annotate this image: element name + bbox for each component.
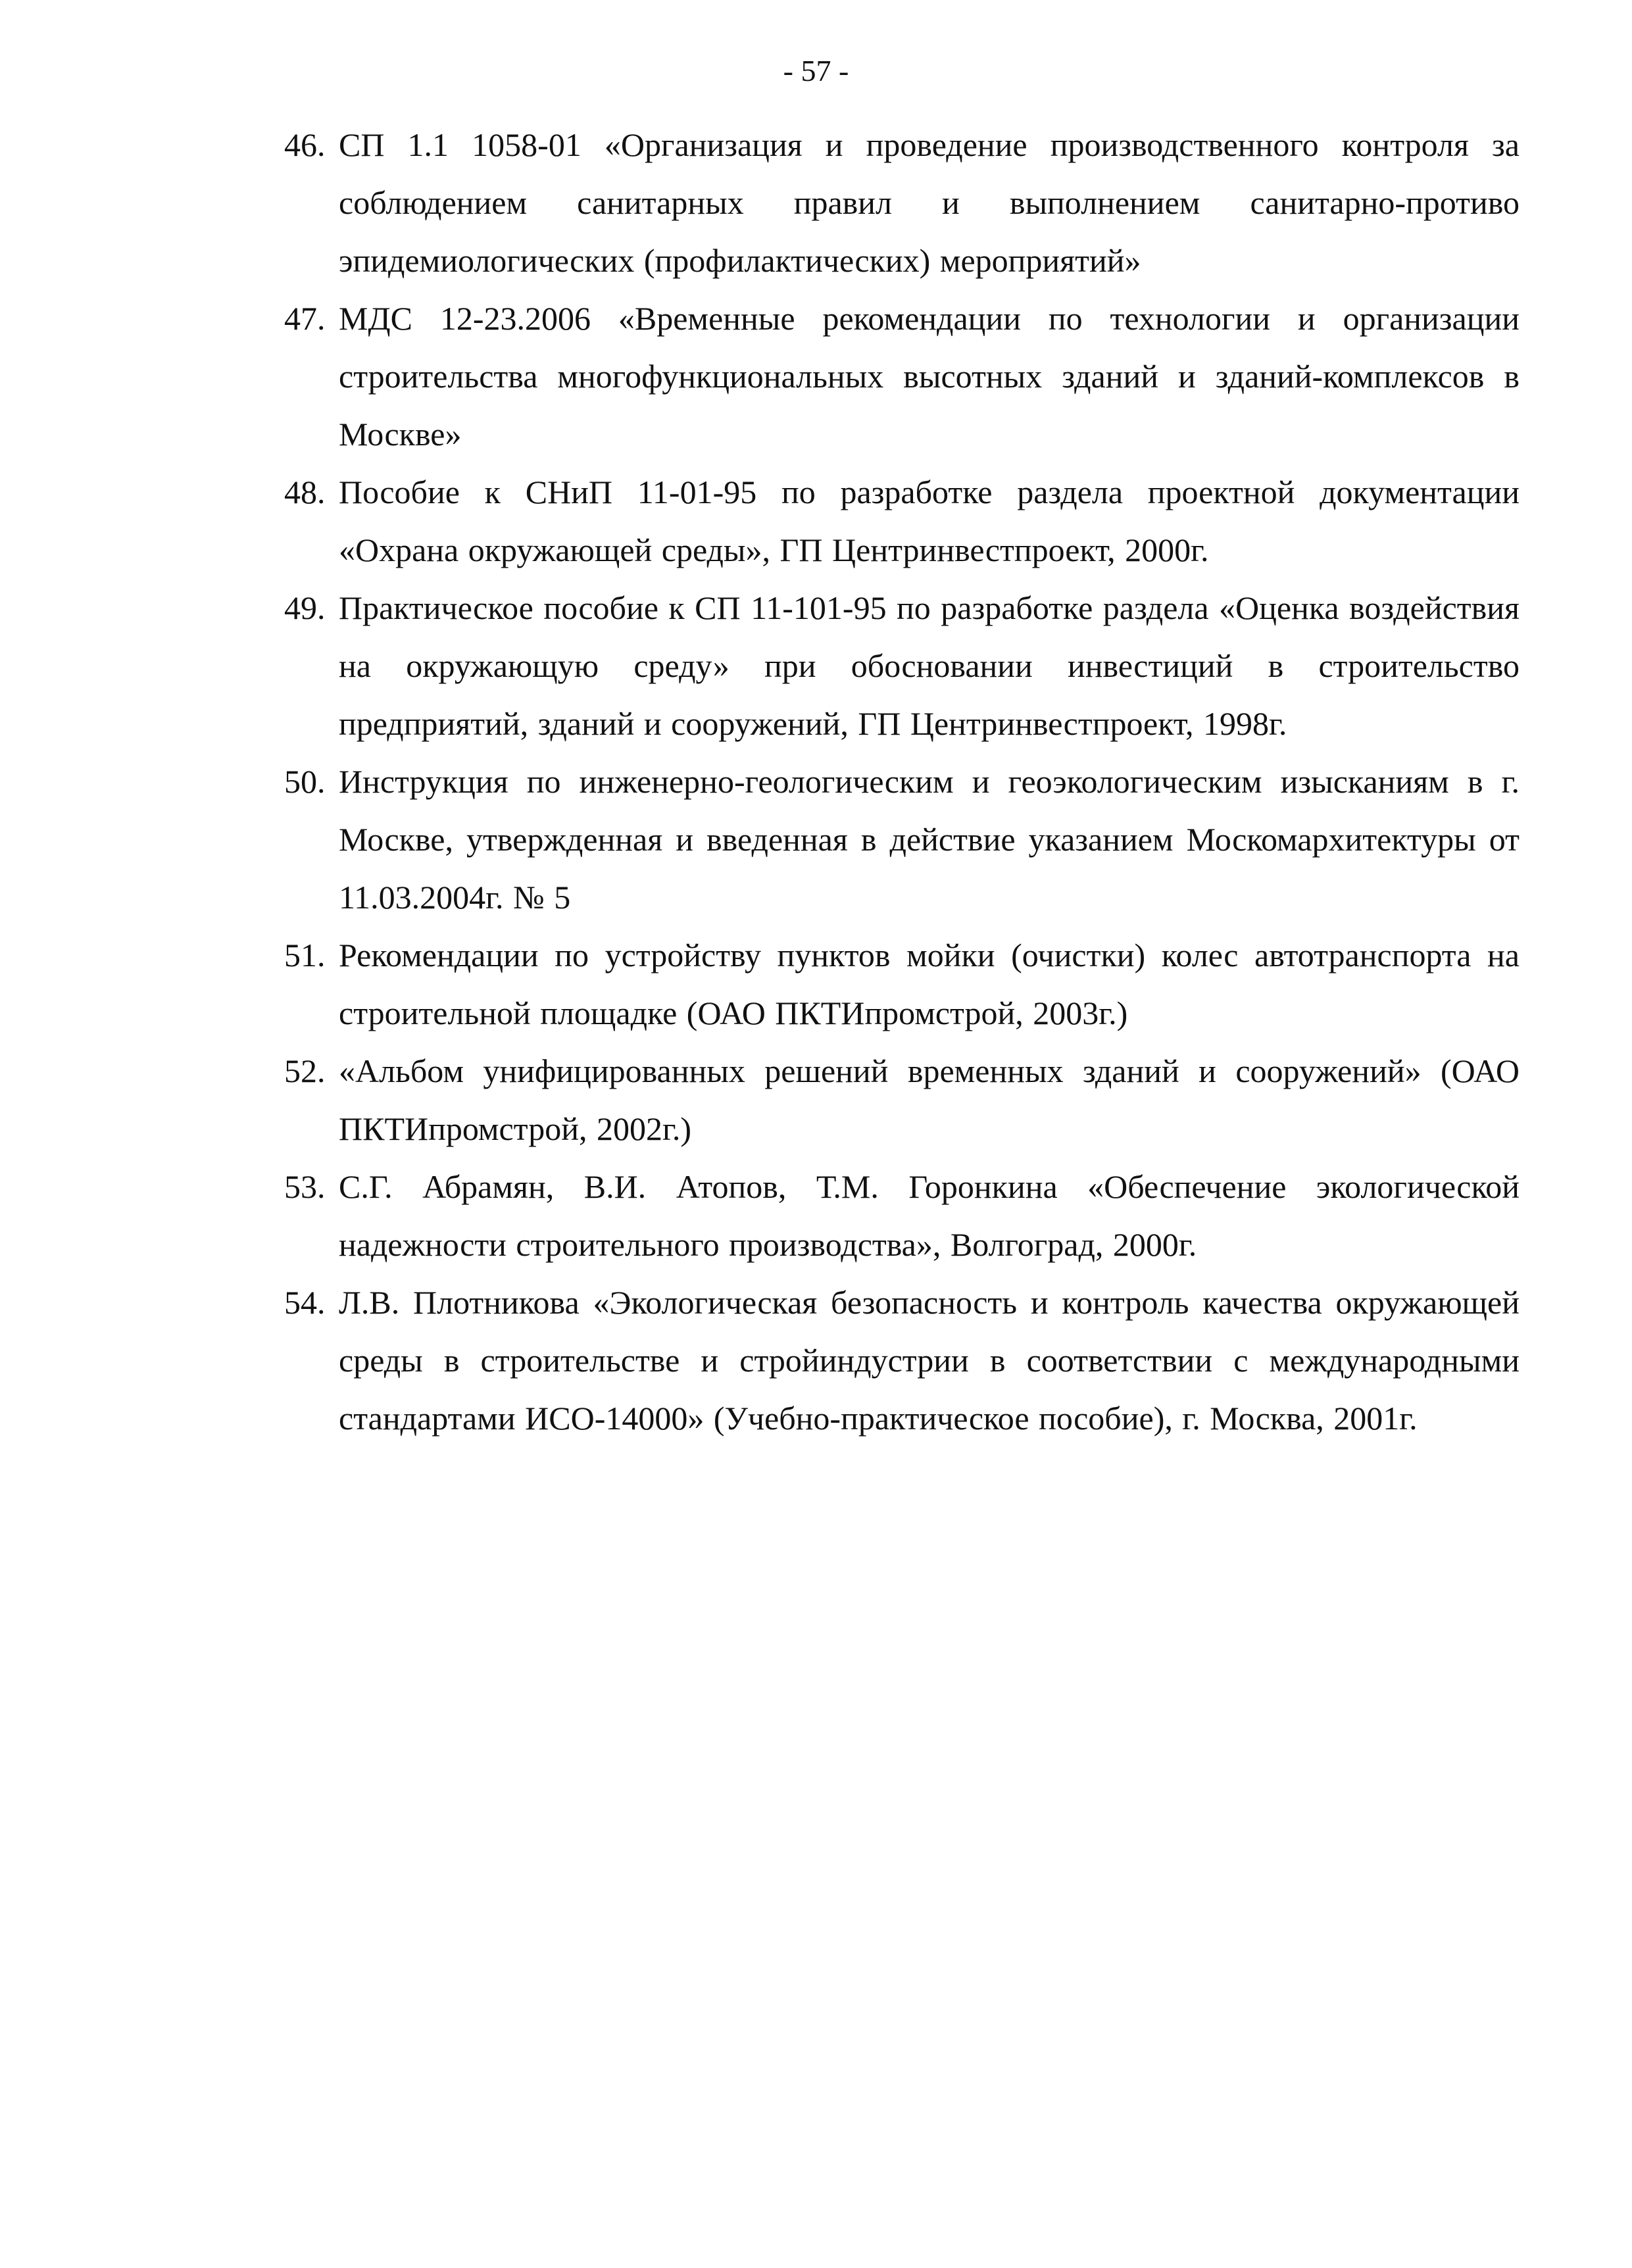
- reference-text: Рекомендации по устройству пунктов мойки (очистки) колес автотранспорта на строительной площадке (ОАО ПКТИпромстрой, 2003г.): [339, 937, 1520, 1031]
- reference-number: 54.: [284, 1284, 326, 1321]
- reference-number: 53.: [284, 1168, 326, 1205]
- reference-item-48: [284, 463, 1520, 579]
- reference-item-46: [284, 116, 1520, 289]
- reference-text: Инструкция по инженерно-геологическим и геоэкологическим изысканиям в г. Москве, утвержденная и введенная в действие указанием Москомархитектуры от 11.03.2004г. № 5: [339, 763, 1520, 916]
- reference-number: 47.: [284, 300, 326, 337]
- reference-text: С.Г. Абрамян, В.И. Атопов, Т.М. Горонкина «Обеспечение экологической надежности строительного производства», Волгоград, 2000г.: [339, 1168, 1520, 1263]
- reference-number: 46.: [284, 126, 326, 163]
- reference-number: 51.: [284, 937, 326, 974]
- reference-text: Практическое пособие к СП 11-101-95 по разработке раздела «Оценка воздействия на окружающую среду» при обосновании инвестиций в строительство предприятий, зданий и сооружений, ГП Центринвестпроект, 1998г.: [339, 589, 1520, 742]
- reference-item-51: [284, 926, 1520, 1042]
- reference-item-49: [284, 579, 1520, 752]
- reference-number: 48.: [284, 474, 326, 510]
- reference-number: 52.: [284, 1052, 326, 1089]
- reference-item-54: [284, 1273, 1520, 1447]
- reference-text: СП 1.1 1058-01 «Организация и проведение производственного контроля за соблюдением санитарных правил и выполнением санитарно-противо эпидемиологических (профилактических) мероприятий»: [339, 126, 1520, 279]
- page-number: - 57 -: [783, 54, 849, 87]
- reference-text: МДС 12-23.2006 «Временные рекомендации по технологии и организации строительства многофункциональных высотных зданий и зданий-комплексов в Москве»: [339, 300, 1520, 453]
- reference-item-53: [284, 1158, 1520, 1273]
- reference-item-50: [284, 752, 1520, 926]
- reference-text: «Альбом унифицированных решений временных зданий и сооружений» (ОАО ПКТИпромстрой, 2002г.): [339, 1052, 1520, 1147]
- reference-text: Л.В. Плотникова «Экологическая безопасность и контроль качества окружающей среды в строительстве и стройиндустрии в соответствии с международными стандартами ИСО-14000» (Учебно-практическое пособие), г. Москва, 2001г.: [339, 1284, 1520, 1437]
- reference-text: Пособие к СНиП 11-01-95 по разработке раздела проектной документации «Охрана окружающей среды», ГП Центринвестпроект, 2000г.: [339, 474, 1520, 568]
- reference-number: 49.: [284, 589, 326, 626]
- reference-number: 50.: [284, 763, 326, 800]
- reference-item-47: [284, 289, 1520, 463]
- reference-item-52: [284, 1042, 1520, 1158]
- reference-list: [284, 116, 1520, 1447]
